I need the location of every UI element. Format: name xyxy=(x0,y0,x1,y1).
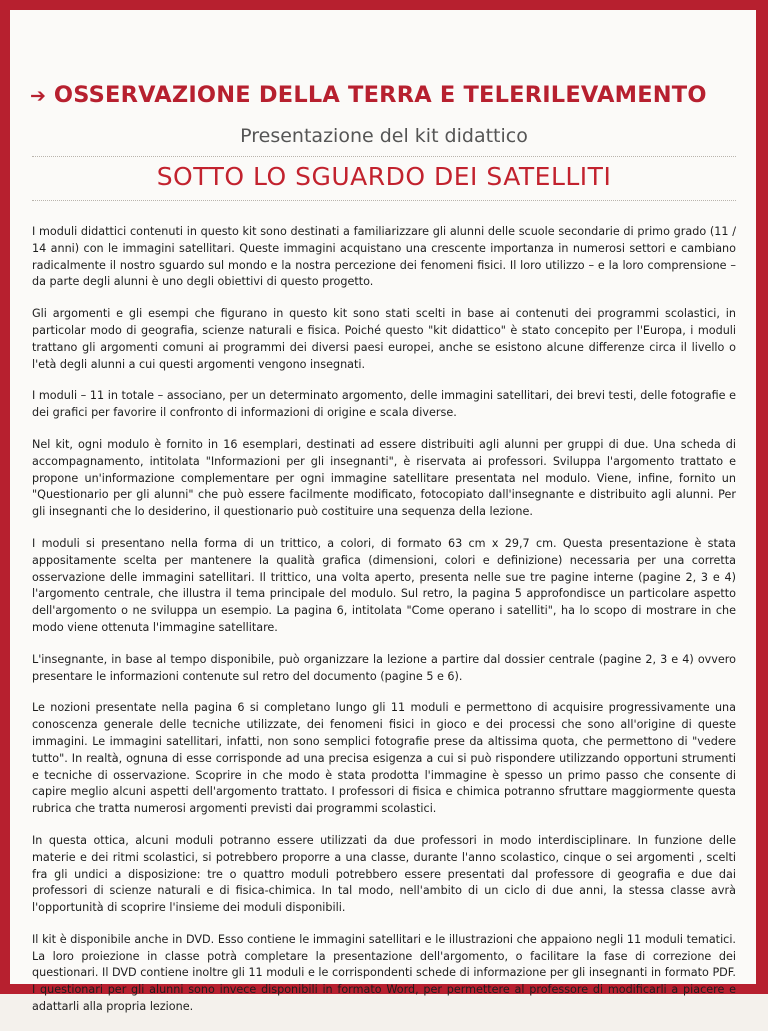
kit-title: SOTTO LO SGUARDO DEI SATELLITI xyxy=(156,162,612,191)
paragraph: Le nozioni presentate nella pagina 6 si completano lungo gli 11 moduli e permettono di acquisire progressivamente una conoscenza generale delle tecniche utilizzate, dei fenomeni fisici in gioco e dei processi che sono all'origine di queste immagini. Le immagini satellitari, infatti, non sono semplici fotografie prese da altissima quota, che permettono di "vedere tutto". In realtà, ognuna di esse corrisponde ad una precisa esigenza a cui si può rispondere utilizzando opportuni strumenti e tecniche di osservazione. Scoprire in che modo è stata prodotta l'immagine è spesso un primo passo che consente di capire meglio alcuni aspetti dell'argomento trattato. I professori di fisica e chimica potranno sfruttare maggiormente questa rubrica che tratta numerosi argomenti previsti dai programmi scolastici. xyxy=(32,701,736,816)
paragraph: In questa ottica, alcuni moduli potranno essere utilizzati da due professori in modo interdisciplinare. In funzione delle materie e dei ritmi scolastici, si potrebbero proporre a una classe, durante l'anno scolastico, cinque o sei argomenti , scelti fra gli undici a disposizione: tre o quattro moduli potrebbero essere presentati dal professore di geografia e due dai professori di scienze naturali e di fisica-chimica. In tal modo, nell'ambito di un ciclo di due anni, la stessa classe avrà l'opportunità di scoprire l'insieme dei moduli disponibili. xyxy=(32,833,736,915)
paragraph: Nel kit, ogni modulo è fornito in 16 esemplari, destinati ad essere distribuiti agli alunni per gruppi di due. Una scheda di accompagnamento, intitolata "Informazioni per gli insegnanti", è riservata ai professori. Sviluppa l'argomento trattato e propone un'informazione complementare per ogni immagine satellitare presentata nel modulo. Viene, infine, fornito un "Questionario per gli alunni" che può essere facilmente modificato, fotocopiato dall'insegnante e distribuito agli alunni. Per gli insegnanti che lo desiderino, il questionario può costituire una sequenza della lezione. xyxy=(32,437,736,519)
divider-top xyxy=(32,156,736,157)
page-frame-right xyxy=(756,0,768,994)
document-subtitle: Presentazione del kit didattico xyxy=(240,125,528,147)
paragraph: I moduli didattici contenuti in questo kit sono destinati a familiarizzare gli alunni delle scuole secondarie di primo grado (11 / 14 anni) con le immagini satellitari. Queste immagini acquistano una crescente importanza in numerosi settori e cambiano radicalmente il nostro sguardo sul mondo e la nostra percezione dei fenomeni fisici. Il loro utilizzo – e la loro comprensione – da parte degli alunni è uno degli obiettivi di questo progetto. xyxy=(32,225,736,289)
body-text xyxy=(32,224,736,1031)
section-title: OSSERVAZIONE DELLA TERRA E TELERILEVAMENTO xyxy=(53,82,707,108)
arrow-right-icon: ➔ xyxy=(30,84,46,107)
section-header xyxy=(30,82,730,108)
paragraph: Il kit è disponibile anche in DVD. Esso contiene le immagini satellitari e le illustrazioni che appaiono negli 11 moduli tematici. La loro proiezione in classe potrà completare la presentazione dell'argomento, o facilitare la fase di correzione dei questionari. Il DVD contiene inoltre gli 11 moduli e le corrispondenti schede di informazione per gli insegnanti in formato PDF. I questionari per gli alunni sono invece disponibili in formato Word, per permettere al professore di modificarli a piacere e adattarli alla propria lezione. xyxy=(32,932,736,1014)
paragraph: I moduli – 11 in totale – associano, per un determinato argomento, delle immagini satellitari, dei brevi testi, delle fotografie e dei grafici per favorire il confronto di informazioni di origine e scala diverse. xyxy=(32,389,736,420)
paragraph: Gli argomenti e gli esempi che figurano in questo kit sono stati scelti in base ai contenuti dei programmi scolastici, in particolar modo di geografia, scienze naturali e fisica. Poiché questo "kit didattico" è stato concepito per l'Europa, i moduli trattano gli argomenti comuni ai programmi dei diversi paesi europei, anche se esistono alcune differenze circa il livello o l'età degli alunni a cui questi argomenti vengono insegnati. xyxy=(32,307,736,371)
page-frame-top xyxy=(0,0,768,10)
divider-bottom xyxy=(32,200,736,201)
paragraph: L'insegnante, in base al tempo disponibile, può organizzare la lezione a partire dal dossier centrale (pagine 2, 3 e 4) ovvero presentare le informazioni contenute sul retro del documento (pagine 5 e 6). xyxy=(32,652,736,683)
paragraph: I moduli si presentano nella forma di un trittico, a colori, di formato 63 cm x 29,7 cm. Questa presentazione è stata appositamente scelta per mantenere la qualità grafica (dimensioni, colori e definizione) necessaria per una corretta osservazione delle immagini satellitari. Il trittico, una volta aperto, presenta nelle sue tre pagine interne (pagine 2, 3 e 4) l'argomento centrale, che illustra il tema principale del modulo. Sul retro, la pagina 5 approfondisce un particolare aspetto dell'argomento o ne sviluppa un esempio. La pagina 6, intitolata "Come operano i satelliti", ha lo scopo di mostrare in che modo viene ottenuta l'immagine satellitare. xyxy=(32,536,736,634)
page-frame-left xyxy=(0,0,10,994)
